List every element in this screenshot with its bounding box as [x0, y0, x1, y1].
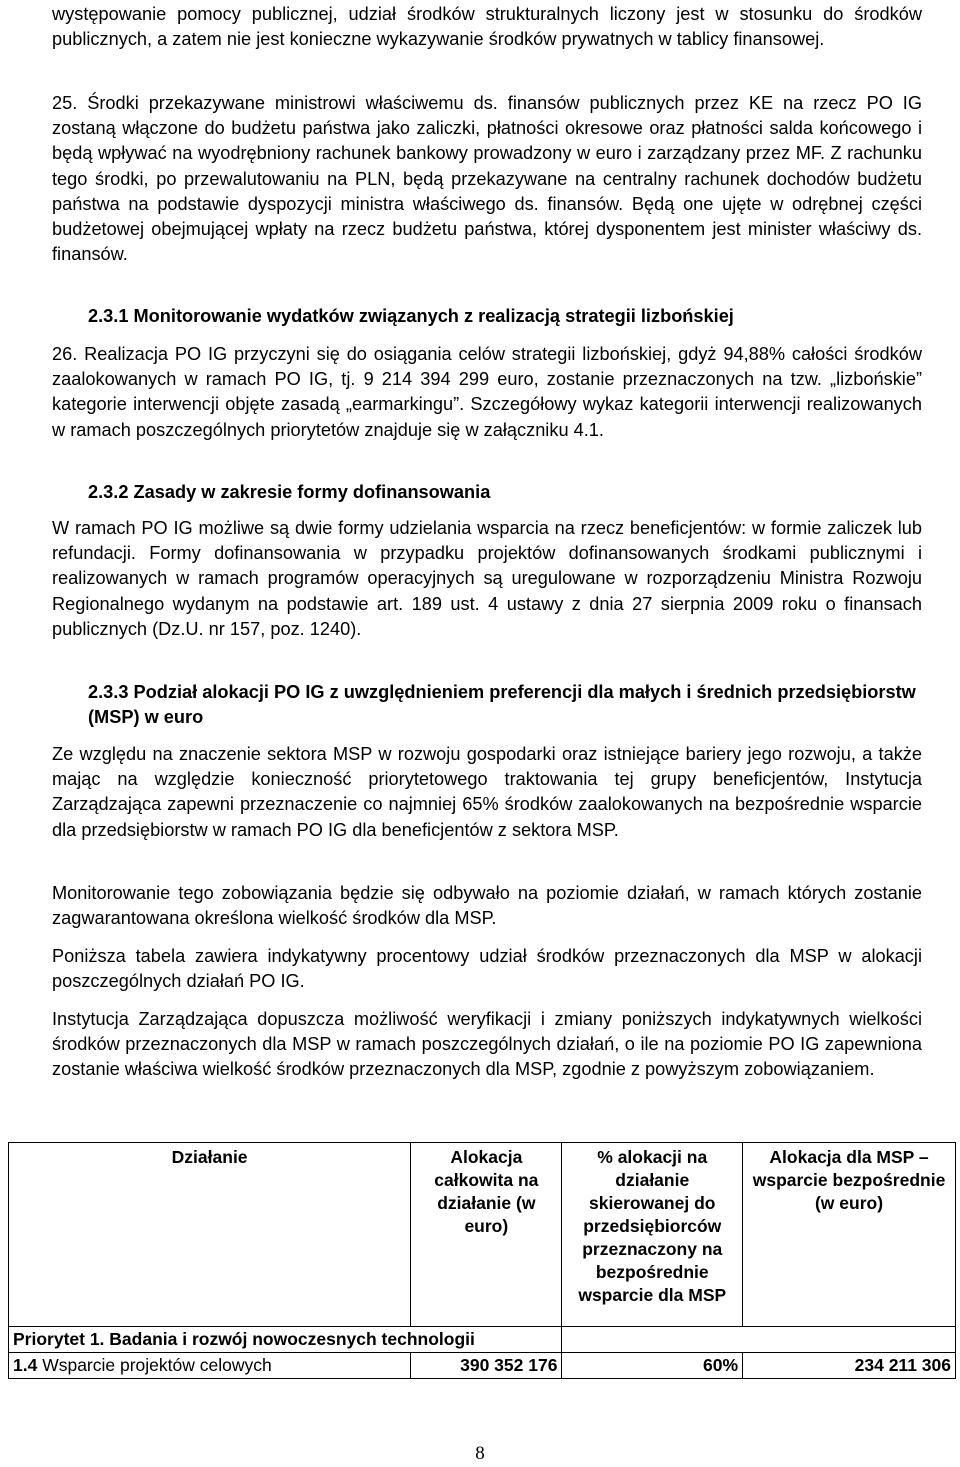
msp-allocation-cell: 234 211 306 — [743, 1353, 956, 1379]
priority-label: Priorytet 1. Badania i rozwój nowoczesnych technologii — [9, 1327, 562, 1353]
section-title: Zasady w zakresie formy dofinansowania — [133, 482, 491, 502]
percent-cell: 60% — [562, 1353, 743, 1379]
paragraph-forms-of-funding: W ramach PO IG możliwe są dwie formy udzielania wsparcia na rzecz beneficjentów: w formie zaliczek lub refundacji. Formy dofinansowania w przypadku projektów dofinansowanych środkami publicznymi i realizowanych w ramach programów operacyjnych są uregulowane w rozporządzeniu Ministra Rozwoju Regionalnego wydanym na podstawie art. 189 ust. 4 ustawy z dnia 27 sierpnia 2009 roku o finansach publicznych (Dz.U. nr 157, poz. 1240). — [52, 518, 922, 639]
section-number: 2.3.2 — [88, 482, 129, 502]
table-header-row — [9, 1143, 956, 1327]
msp-allocation-table — [8, 1142, 956, 1379]
action-name: Wsparcie projektów celowych — [42, 1355, 272, 1375]
action-cell — [9, 1353, 411, 1379]
table-row — [9, 1353, 956, 1379]
section-heading-2-3-3 — [88, 680, 922, 730]
section-number: 2.3.1 — [88, 306, 129, 326]
paragraph-msp-4: Instytucja Zarządzająca dopuszcza możliwość weryfikacji i zmiany poniższych indykatywnych wielkości środków przeznaczonych dla MSP w ramach poszczególnych działań, o ile na poziomie PO IG zapewniona zostanie właściwa wielkość środków przeznaczonych dla MSP, zgodnie z powyższym zobowiązaniem. — [52, 1009, 922, 1080]
paragraph-msp-3: Poniższa tabela zawiera indykatywny procentowy udział środków przeznaczonych dla MSP w alokacji poszczególnych działań PO IG. — [52, 946, 922, 992]
section-title: Podział alokacji PO IG z uwzględnieniem preferencji dla małych i średnich przedsiębiorstw (MSP) w euro — [88, 682, 916, 728]
paragraph-msp-2: Monitorowanie tego zobowiązania będzie się odbywało na poziomie działań, w ramach których zostanie zagwarantowana określona wielkość środków dla MSP. — [52, 883, 922, 929]
page-number: 8 — [475, 1443, 485, 1464]
section-heading-2-3-2 — [88, 480, 922, 505]
column-header: Alokacja dla MSP – wsparcie bezpośrednie (w euro) — [743, 1143, 956, 1327]
priority-row — [9, 1327, 956, 1353]
allocation-cell: 390 352 176 — [411, 1353, 562, 1379]
section-heading-2-3-1 — [88, 304, 922, 329]
column-header: Działanie — [9, 1143, 411, 1327]
paragraph-25: 25. Środki przekazywane ministrowi właściwemu ds. finansów publicznych przez KE na rzecz PO IG zostaną włączone do budżetu państwa jako zaliczki, płatności okresowe oraz płatności salda końcowego i będą wpływać na wyodrębniony rachunek bankowy prowadzony w euro i zarządzany przez MF. Z rachunku tego środki, po przewalutowaniu na PLN, będą przekazywane na centralny rachunek dochodów budżetu państwa na podstawie dyspozycji ministra właściwego ds. finansów. Będą one ujęte w odrębnej części budżetowej obejmującej wpłaty na rzecz budżetu państwa, której dysponentem jest minister właściwy ds. finansów. — [52, 93, 922, 265]
column-header: Alokacja całkowita na działanie (w euro) — [411, 1143, 562, 1327]
section-number: 2.3.3 — [88, 682, 129, 702]
column-header: % alokacji na działanie skierowanej do przedsiębiorców przeznaczony na bezpośrednie wsparcie dla MSP — [562, 1143, 743, 1327]
paragraph-msp-1: Ze względu na znaczenie sektora MSP w rozwoju gospodarki oraz istniejące bariery jego rozwoju, a także mając na względzie konieczność priorytetowego traktowania tej grupy beneficjentów, Instytucja Zarządzająca zapewni przeznaczenie co najmniej 65% środków zaalokowanych na bezpośrednie wsparcie dla przedsiębiorstw w ramach PO IG dla beneficjentów z sektora MSP. — [52, 744, 922, 840]
action-code: 1.4 — [13, 1355, 38, 1375]
paragraph-26: 26. Realizacja PO IG przyczyni się do osiągania celów strategii lizbońskiej, gdyż 94,88% całości środków zaalokowanych w ramach PO IG, tj. 9 214 394 299 euro, zostanie przeznaczonych na tzw. „lizbońskie” kategorie interwencji objęte zasadą „earmarkingu”. Szczegółowy wykaz kategorii interwencji realizowanych w ramach poszczególnych priorytetów znajduje się w załączniku 4.1. — [52, 344, 922, 440]
section-title: Monitorowanie wydatków związanych z realizacją strategii lizbońskiej — [133, 306, 734, 326]
paragraph-continued: występowanie pomocy publicznej, udział środków strukturalnych liczony jest w stosunku do środków publicznych, a zatem nie jest konieczne wykazywanie środków prywatnych w tablicy finansowej. — [52, 4, 922, 50]
